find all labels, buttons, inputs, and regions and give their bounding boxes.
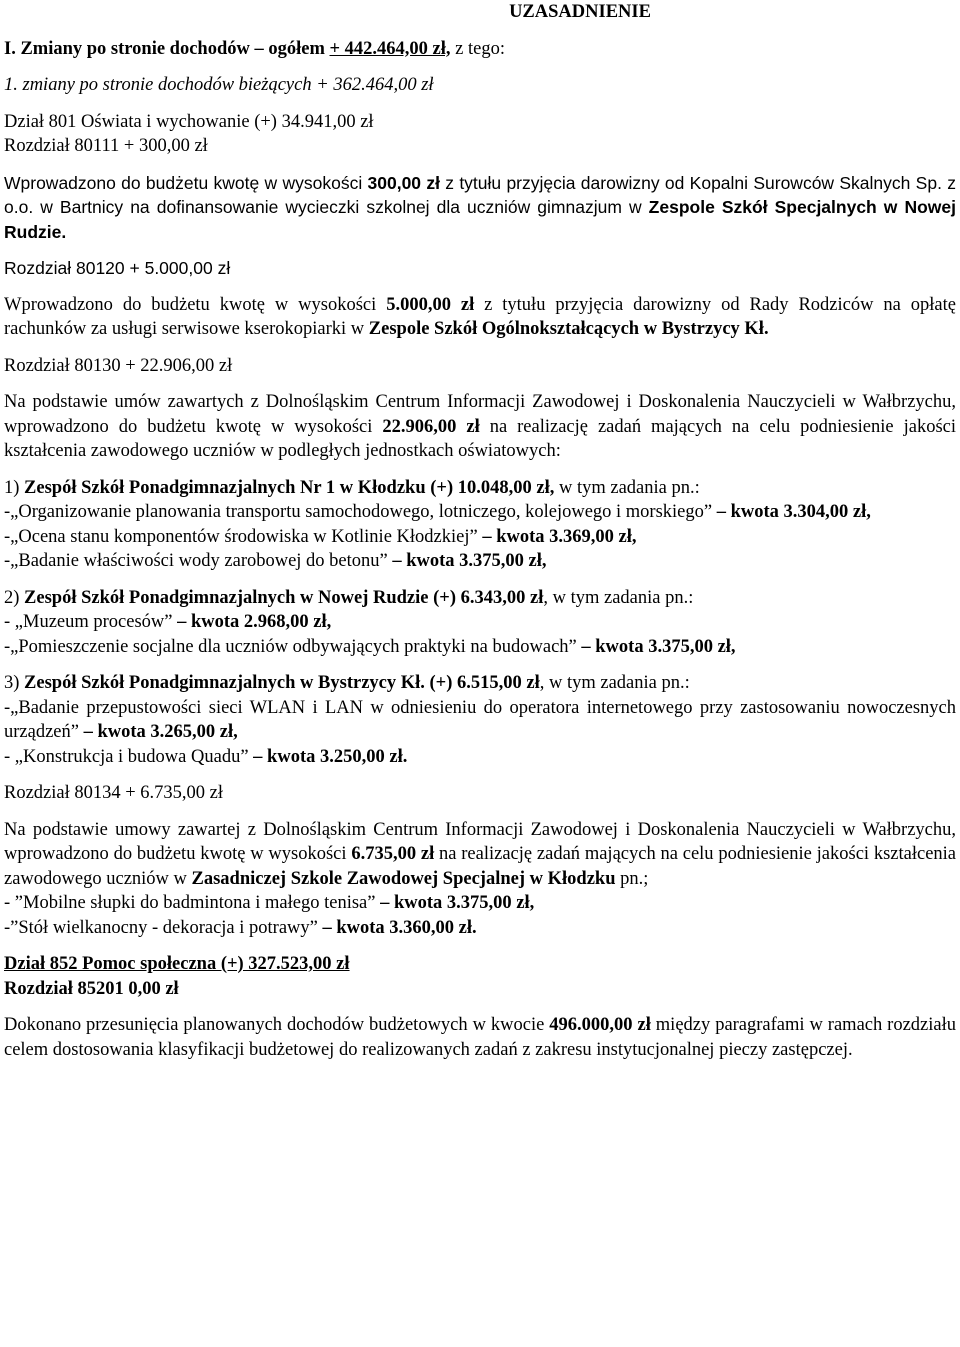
rozdzial-80111-heading: Rozdział 80111 + 300,00 zł: [4, 136, 208, 156]
rozdzial-85201-heading: Rozdział 85201 0,00 zł: [4, 978, 179, 999]
rozdzial-80130-paragraph: [4, 390, 956, 464]
list-number: 3): [4, 673, 25, 693]
school-1-heading: [4, 476, 956, 501]
school-name-segment: Zespole Szkół Ogólnokształcących w Bystrzycy Kł.: [368, 319, 769, 339]
rozdzial-80120-paragraph: [4, 293, 956, 342]
text-segment: z tytułu przyjęcia darowizny od Rady Rodziców na opłatę rachunków za usługi serwisowe kserokopiarki w: [4, 294, 956, 339]
text-segment: pn.;: [615, 868, 649, 889]
task-amount: – kwota 3.369,00 zł,: [482, 526, 637, 547]
amount-segment: 300,00 zł: [367, 172, 440, 193]
current-income-heading: 1. zmiany po stronie dochodów bieżących + 362.464,00 zł: [4, 75, 434, 95]
text-segment: Dokonano przesunięcia planowanych dochodów budżetowych w kwocie: [4, 1015, 550, 1035]
text-segment: Wprowadzono do budżetu kwotę w wysokości: [4, 294, 387, 315]
school-2-heading: [4, 586, 956, 611]
rozdzial-80130-heading: Rozdział 80130 + 22.906,00 zł: [4, 355, 233, 376]
task-title: -„Organizowanie planowania transportu samochodowego, lotniczego, kolejowego i morskiego”: [4, 502, 717, 522]
task-title: - „Muzeum procesów”: [4, 612, 178, 632]
text-segment: na realizację zadań mających na celu podniesienie jakości kształcenia zawodowego uczniów w podległych jednostkach oświatowych:: [4, 416, 956, 461]
task-item: [4, 916, 956, 941]
school-name-segment: Zespół Szkół Ponadgimnazjalnych Nr 1 w Kłodzku (+) 10.048,00 zł,: [24, 477, 555, 498]
text-segment: między paragrafami w ramach rozdziału celem dostosowania klasyfikacji budżetowej do realizowanych zadań z zakresu instytucjonalnej pieczy zastępczej.: [4, 1015, 957, 1060]
school-name-segment: Zasadniczej Szkole Zawodowej Specjalnej w Kłodzku: [191, 868, 616, 889]
task-amount: – kwota 2.968,00 zł,: [177, 612, 332, 632]
task-title: -„Ocena stanu komponentów środowiska w Kotlinie Kłodzkiej”: [4, 526, 483, 547]
task-amount: – kwota 3.304,00 zł,: [716, 502, 871, 522]
school-name-segment: Zespół Szkół Ponadgimnazjalnych w Bystrzycy Kł. (+) 6.515,00 zł: [24, 673, 540, 693]
task-item: [4, 610, 956, 635]
text-segment: Na podstawie umowy zawartej z Dolnośląskim Centrum Informacji Zawodowej i Doskonalenia Nauczycieli w Wałbrzychu, wprowadzono do budżetu kwotę w wysokości: [4, 819, 956, 864]
list-number: 2): [4, 587, 25, 608]
dzial-801-heading: Dział 801 Oświata i wychowanie (+) 34.941,00 zł: [4, 111, 374, 132]
text-segment: Wprowadzono do budżetu kwotę w wysokości: [4, 172, 368, 193]
task-title: -„Pomieszczenie socjalne dla uczniów odbywających praktyki na budowach”: [4, 636, 582, 657]
dzial-852-heading: Dział 852 Pomoc społeczna (+) 327.523,00 zł: [4, 954, 350, 974]
amount-segment: 496.000,00 zł: [549, 1015, 651, 1035]
amount-segment: 6.735,00 zł: [351, 844, 435, 864]
task-amount: – kwota 3.250,00 zł.: [253, 746, 408, 767]
school-name-segment: Zespole Szkół Specjalnych w Nowej Rudzie.: [4, 197, 956, 242]
task-amount: – kwota 3.375,00 zł,: [392, 551, 547, 571]
task-item: [4, 745, 956, 770]
rozdzial-80134-paragraph: [4, 818, 956, 892]
task-title: -„Badanie właściwości wody zarobowej do betonu”: [4, 551, 393, 571]
amount-segment: 5.000,00 zł: [386, 294, 475, 315]
section-income-heading: [4, 37, 956, 62]
text-segment: w tym zadania pn.:: [554, 477, 700, 498]
amount-segment: 22.906,00 zł: [382, 416, 480, 437]
list-number: 1): [4, 477, 25, 498]
text-segment: z tytułu przyjęcia darowizny od Kopalni Surowców Skalnych Sp. z o.o. w Bartnicy na dofinansowanie wycieczki szkolnej dla uczniów gimnazjum w: [4, 172, 956, 217]
section-income-tail: z tego:: [450, 38, 505, 59]
text-segment: na realizację zadań mających na celu podniesienie jakości kształcenia zawodowego uczniów w: [4, 844, 957, 889]
text-segment: , w tym zadania pn.:: [543, 587, 694, 608]
rozdzial-85201-paragraph: [4, 1013, 956, 1062]
task-title: -„Badanie przepustowości sieci WLAN i LAN w odniesieniu do operatora internetowego przy zastosowaniu nowoczesnych urządzeń”: [4, 697, 956, 742]
document-title: UZASADNIENIE: [509, 2, 651, 22]
task-title: - „Konstrukcja i budowa Quadu”: [4, 746, 254, 767]
task-item: [4, 891, 956, 916]
rozdzial-80111-paragraph: [4, 171, 956, 245]
task-item: [4, 500, 956, 525]
school-name-segment: Zespół Szkół Ponadgimnazjalnych w Nowej Rudzie (+) 6.343,00 zł: [24, 587, 544, 608]
task-title: -”Stół wielkanocny - dekoracja i potrawy”: [4, 917, 323, 938]
task-item: [4, 549, 956, 574]
task-item: [4, 525, 956, 550]
task-amount: – kwota 3.375,00 zł,: [581, 636, 736, 657]
task-item: [4, 696, 956, 745]
text-segment: , w tym zadania pn.:: [539, 673, 690, 693]
task-amount: – kwota 3.375,00 zł,: [380, 893, 535, 913]
section-income-label: I. Zmiany po stronie dochodów – ogółem: [4, 38, 330, 59]
task-amount: – kwota 3.360,00 zł.: [322, 917, 477, 938]
school-3-heading: [4, 671, 956, 696]
rozdzial-80134-heading: Rozdział 80134 + 6.735,00 zł: [4, 783, 224, 803]
rozdzial-80120-heading: Rozdział 80120 + 5.000,00 zł: [4, 258, 231, 278]
task-amount: – kwota 3.265,00 zł,: [83, 722, 238, 742]
section-income-amount: + 442.464,00 zł,: [329, 38, 451, 59]
task-title: - ”Mobilne słupki do badmintona i małego tenisa”: [4, 893, 381, 913]
task-item: [4, 635, 956, 660]
text-segment: Na podstawie umów zawartych z Dolnośląskim Centrum Informacji Zawodowej i Doskonalenia Nauczycieli w Wałbrzychu, wprowadzono do budżetu kwotę w wysokości: [4, 392, 956, 437]
